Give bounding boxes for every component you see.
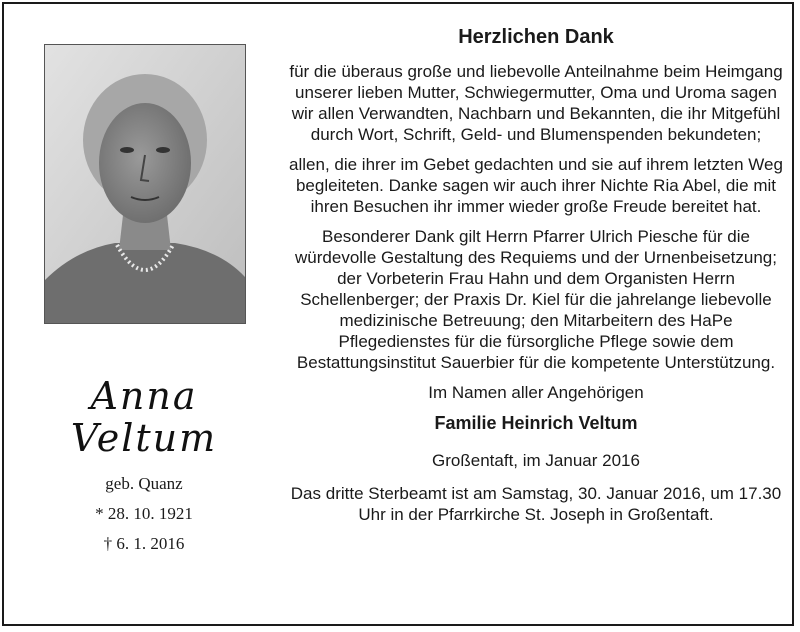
- notice-heading: Herzlichen Dank: [458, 26, 614, 48]
- deceased-first-name: Anna: [90, 374, 198, 418]
- notice-paragraph-2: allen, die ihrer im Gebet gedachten und sie auf ihrem letzten Weg begleiteten. Danke sagen wir auch ihrer Nichte Ria Abel, die mit ihren Besuchen ihr immer wieder große Freude bereitet hat.: [289, 155, 783, 216]
- death-date: † 6. 1. 2016: [103, 534, 185, 553]
- notice-paragraph-1: für die überaus große und liebevolle Anteilnahme beim Heimgang unserer lieben Mutter, Schwiegermutter, Oma und Uroma sagen wir allen Verwandten, Nachbarn und Bekannten, die ihr Mitgefühl durch Wort, Schrift, Geld- und Blumenspenden bekundeten;: [289, 62, 783, 144]
- birth-name: geb. Quanz: [105, 474, 183, 493]
- signature-intro: Im Namen aller Angehörigen: [428, 383, 644, 402]
- mass-note: Das dritte Sterbeamt ist am Samstag, 30. Januar 2016, um 17.30 Uhr in der Pfarrkirche St. Joseph in Großentaft.: [290, 484, 782, 524]
- obituary-card: [2, 2, 794, 626]
- place-date: Großentaft, im Januar 2016: [432, 451, 640, 470]
- signature-family: Familie Heinrich Veltum: [434, 413, 638, 433]
- deceased-last-name: Veltum: [70, 416, 218, 460]
- notice-paragraph-3: Besonderer Dank gilt Herrn Pfarrer Ulrich Piesche für die würdevolle Gestaltung des Requiems und der Urnenbeisetzung; der Vorbeterin Frau Hahn und dem Organisten Herrn Schellenberger; der Praxis Dr. Kiel für die jahrelange liebevolle medizinische Betreuung; den Mitarbeitern des HaPe Pflegedienstes für die fürsorgliche Pflege sowie dem Bestattungsinstitut Sauerbier für die kompetente Unterstützung.: [295, 227, 777, 372]
- thank-you-notice: [286, 26, 786, 525]
- portrait-photo: [44, 44, 246, 324]
- birth-date: * 28. 10. 1921: [95, 504, 193, 523]
- portrait-photo-image: [45, 45, 245, 323]
